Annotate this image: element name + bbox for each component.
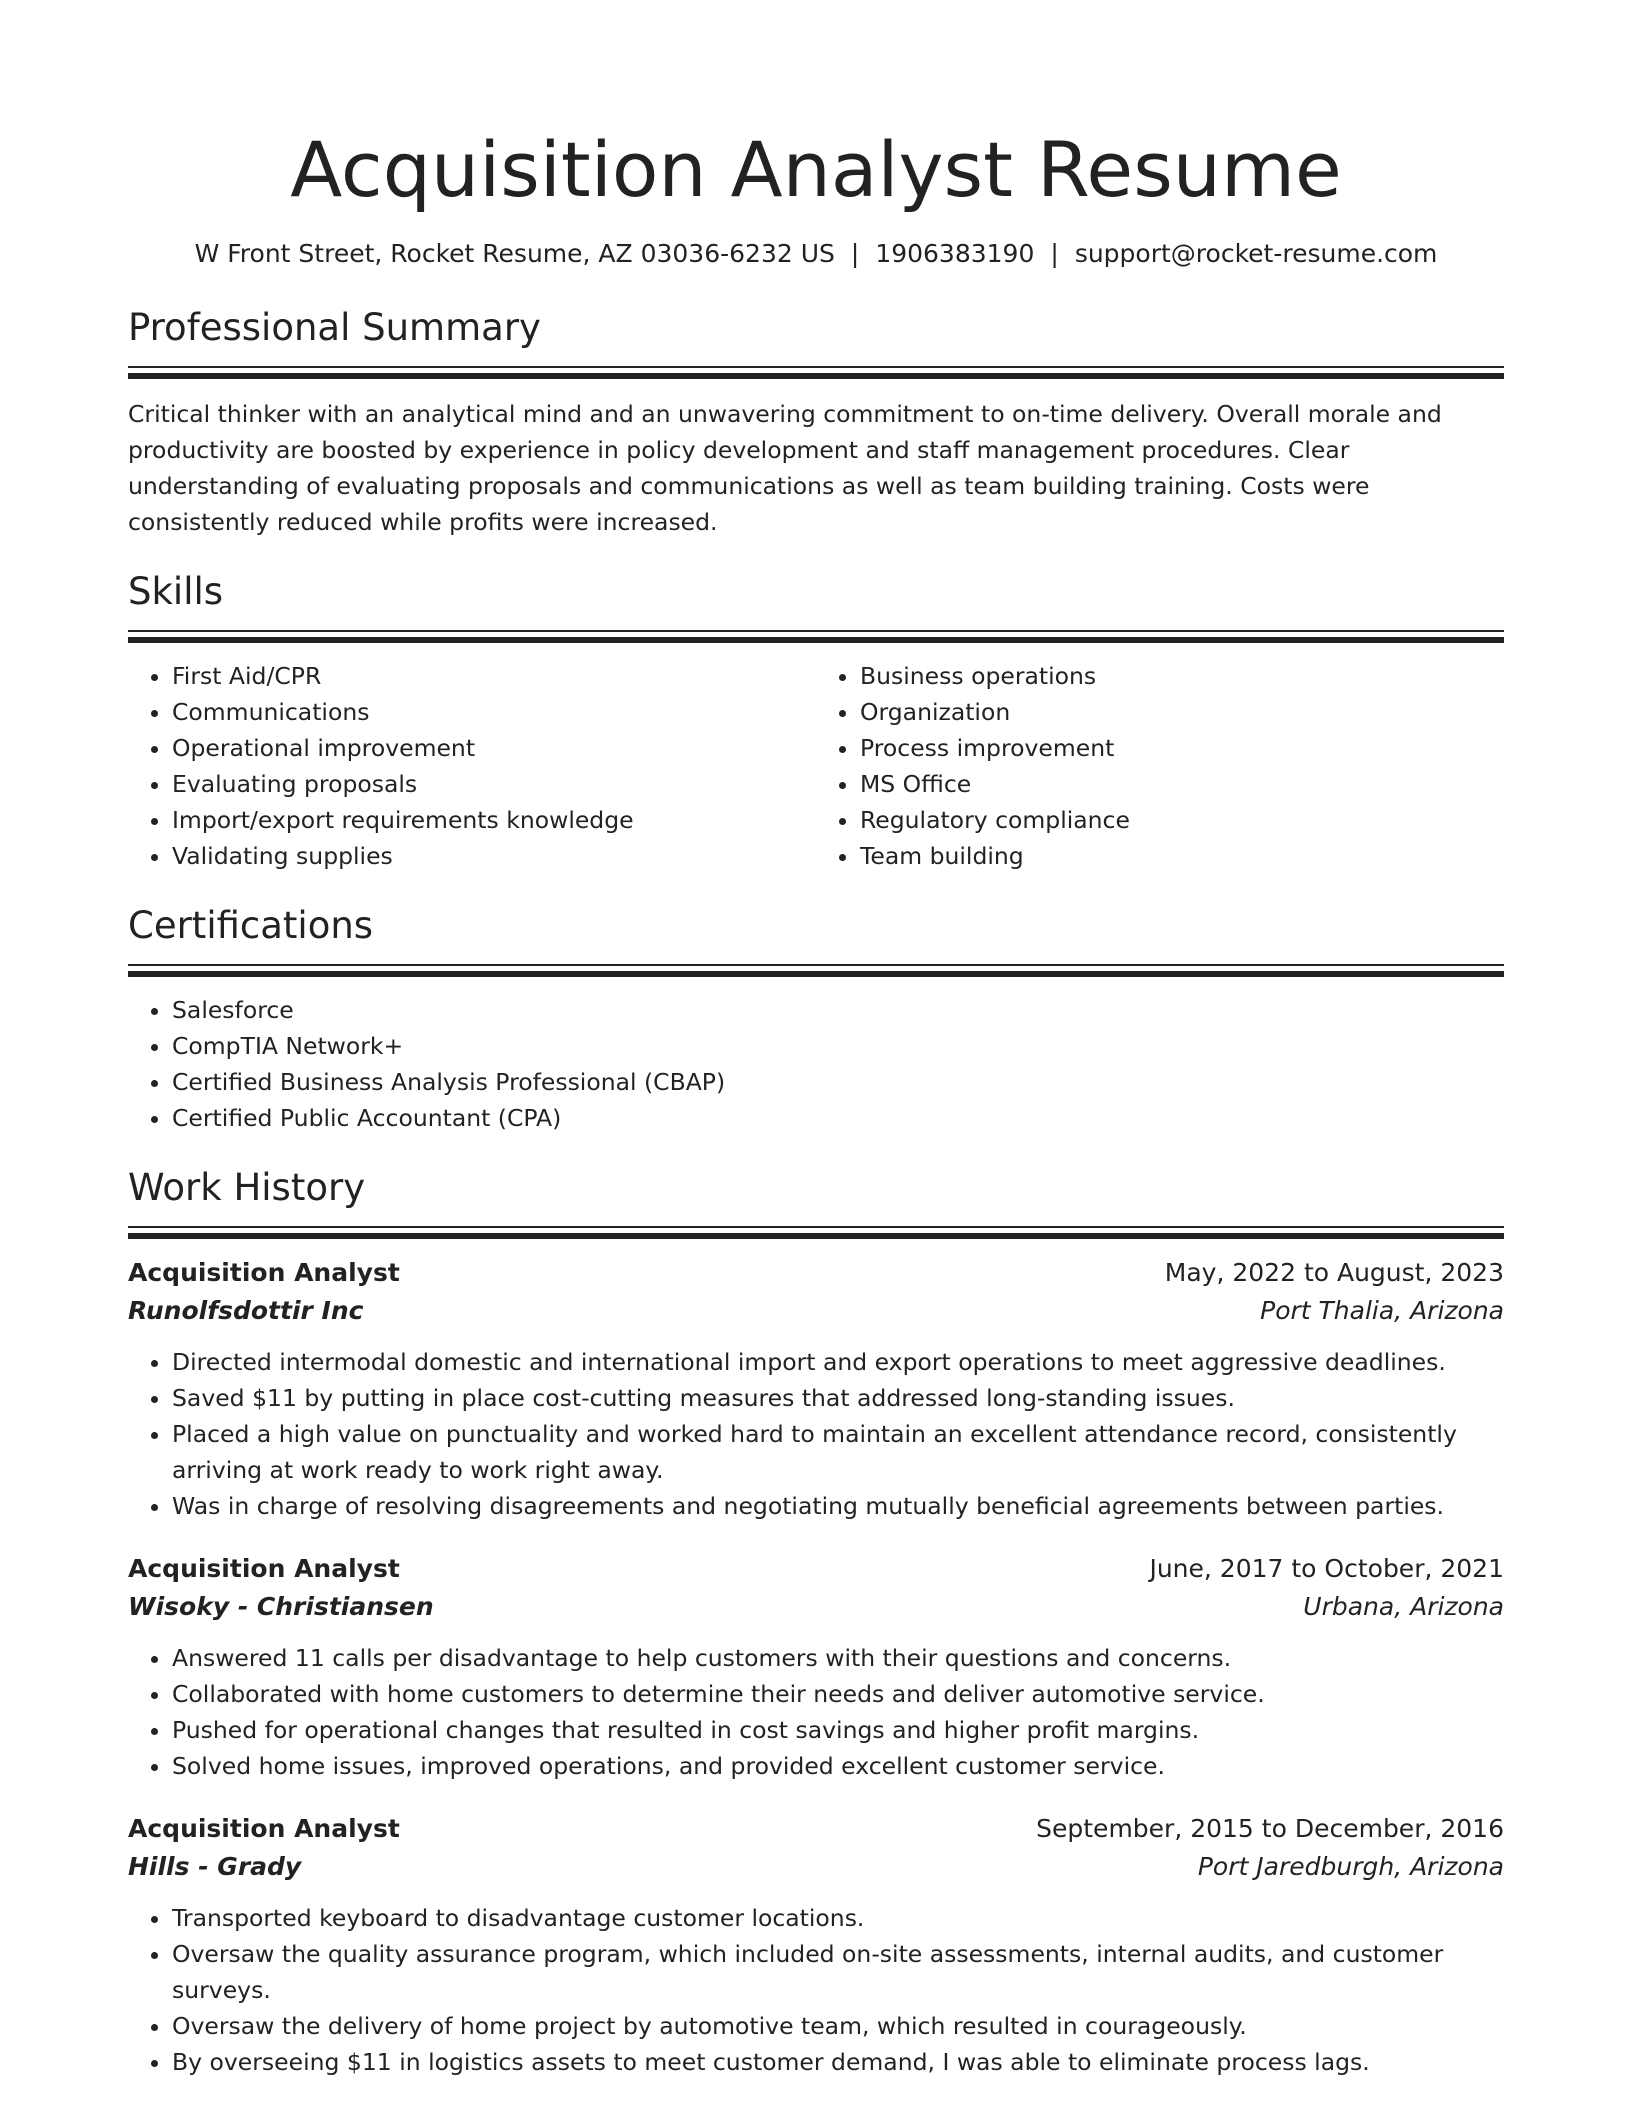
job-bullet: • Oversaw the delivery of home project by automotive team, which resulted in courageously. xyxy=(172,2008,1504,2044)
resume-title: Acquisition Analyst Resume xyxy=(290,125,1342,214)
job-header xyxy=(128,1254,1504,1292)
job-subheader xyxy=(128,1292,1504,1330)
summary-heading: Professional Summary xyxy=(128,306,541,349)
section-divider xyxy=(128,1226,1504,1240)
job-company: Hills - Grady xyxy=(128,1852,302,1881)
job-bullet: • Directed intermodal domestic and international import and export operations to meet aggressive deadlines. xyxy=(172,1344,1504,1380)
certifications-list xyxy=(128,992,1504,1136)
resume-page xyxy=(128,118,1504,2080)
skill-item: • First Aid/CPR xyxy=(172,658,816,694)
summary-section xyxy=(128,302,1504,540)
job-header xyxy=(128,1550,1504,1588)
job-title: Acquisition Analyst xyxy=(128,1258,400,1287)
skill-item: • Process improvement xyxy=(860,730,1504,766)
job-bullet: • Saved $11 by putting in place cost-cutting measures that addressed long-standing issues. xyxy=(172,1380,1504,1416)
contact-separator: | xyxy=(850,239,860,268)
job-entry xyxy=(128,1810,1504,2080)
job-dates: September, 2015 to December, 2016 xyxy=(1036,1814,1504,1843)
job-subheader xyxy=(128,1588,1504,1626)
job-bullet: • By overseeing $11 in logistics assets to meet customer demand, I was able to eliminate process lags. xyxy=(172,2044,1504,2080)
job-dates: June, 2017 to October, 2021 xyxy=(1149,1554,1504,1583)
work-history-section xyxy=(128,1162,1504,2080)
job-bullet: • Collaborated with home customers to determine their needs and deliver automotive service. xyxy=(172,1676,1504,1712)
skills-list-right xyxy=(816,658,1504,874)
skill-item: • Communications xyxy=(172,694,816,730)
skill-item: • MS Office xyxy=(860,766,1504,802)
contact-email[interactable]: support@rocket-resume.com xyxy=(1074,239,1438,268)
job-entry xyxy=(128,1550,1504,1784)
contact-address: W Front Street, Rocket Resume, AZ 03036-6232 US xyxy=(194,239,835,268)
job-bullet: • Answered 11 calls per disadvantage to help customers with their questions and concerns. xyxy=(172,1640,1504,1676)
work-history-heading: Work History xyxy=(128,1166,366,1209)
job-bullet: • Was in charge of resolving disagreements and negotiating mutually beneficial agreements between parties. xyxy=(172,1488,1504,1524)
skill-item: • Organization xyxy=(860,694,1504,730)
skill-item: • Import/export requirements knowledge xyxy=(172,802,816,838)
section-divider xyxy=(128,366,1504,380)
skills-list-left xyxy=(128,658,816,874)
job-dates: May, 2022 to August, 2023 xyxy=(1164,1258,1504,1287)
job-title: Acquisition Analyst xyxy=(128,1814,400,1843)
job-bullet-list xyxy=(128,1900,1504,2080)
certifications-heading: Certifications xyxy=(128,904,374,947)
job-location: Port Thalia, Arizona xyxy=(1260,1296,1504,1325)
contact-phone: 1906383190 xyxy=(875,239,1035,268)
certification-item: • Certified Public Accountant (CPA) xyxy=(172,1100,1504,1136)
job-company: Wisoky - Christiansen xyxy=(128,1592,434,1621)
job-location: Urbana, Arizona xyxy=(1303,1592,1504,1621)
skills-section xyxy=(128,566,1504,874)
certifications-section xyxy=(128,900,1504,1136)
job-bullet: • Pushed for operational changes that resulted in cost savings and higher profit margins. xyxy=(172,1712,1504,1748)
job-bullet-list xyxy=(128,1344,1504,1524)
job-company: Runolfsdottir Inc xyxy=(128,1296,364,1325)
job-location: Port Jaredburgh, Arizona xyxy=(1197,1852,1504,1881)
contact-line xyxy=(128,236,1504,272)
job-bullet: • Transported keyboard to disadvantage customer locations. xyxy=(172,1900,1504,1936)
contact-separator: | xyxy=(1050,239,1059,268)
section-divider xyxy=(128,630,1504,644)
skill-item: • Evaluating proposals xyxy=(172,766,816,802)
job-bullet: • Oversaw the quality assurance program, which included on-site assessments, internal audits, and customer surveys. xyxy=(172,1936,1504,2008)
job-title: Acquisition Analyst xyxy=(128,1554,400,1583)
job-bullet-list xyxy=(128,1640,1504,1784)
section-divider xyxy=(128,964,1504,978)
certification-item: • CompTIA Network+ xyxy=(172,1028,1504,1064)
skills-columns xyxy=(128,658,1504,874)
job-bullet: • Solved home issues, improved operations, and provided excellent customer service. xyxy=(172,1748,1504,1784)
skill-item: • Team building xyxy=(860,838,1504,874)
skills-heading: Skills xyxy=(128,570,224,613)
job-bullet: • Placed a high value on punctuality and worked hard to maintain an excellent attendance record, consistently arriving at work ready to work right away. xyxy=(172,1416,1504,1488)
certification-item: • Certified Business Analysis Professional (CBAP) xyxy=(172,1064,1504,1100)
skill-item: • Operational improvement xyxy=(172,730,816,766)
summary-text: Critical thinker with an analytical mind and an unwavering commitment to on-time delivery. Overall morale and productivity are boosted by experience in policy development and staff management procedures. Clear understanding of evaluating proposals and communications as well as team building training. Costs were consistently reduced while profits were increased. xyxy=(128,400,1442,536)
skill-item: • Validating supplies xyxy=(172,838,816,874)
job-subheader xyxy=(128,1848,1504,1886)
job-header xyxy=(128,1810,1504,1848)
certification-item: • Salesforce xyxy=(172,992,1504,1028)
skill-item: • Business operations xyxy=(860,658,1504,694)
job-entry xyxy=(128,1254,1504,1524)
skill-item: • Regulatory compliance xyxy=(860,802,1504,838)
